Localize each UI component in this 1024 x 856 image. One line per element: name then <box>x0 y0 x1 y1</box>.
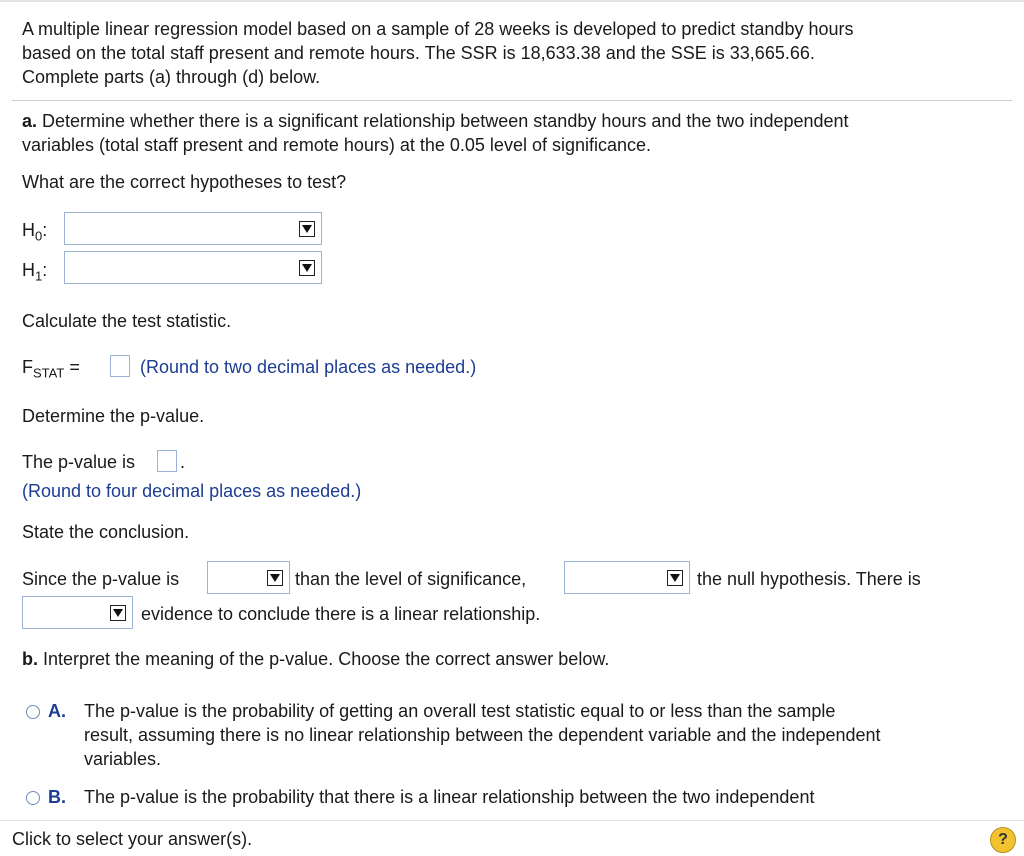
pvalue-prompt: Determine the p-value. <box>22 406 205 426</box>
chevron-down-icon <box>110 605 126 621</box>
h0-subscript: 0 <box>35 228 43 244</box>
option-a-line-1[interactable]: The p-value is the probability of getting an overall test statistic equal to or less than the sample <box>84 701 836 721</box>
since-text: Since the p-value is <box>22 569 180 589</box>
chevron-down-icon <box>299 260 315 276</box>
pvalue-text: The p-value is <box>22 452 136 472</box>
chevron-down-icon <box>299 221 315 237</box>
hypotheses-prompt: What are the correct hypotheses to test? <box>22 172 347 192</box>
part-b-label: b. <box>22 649 38 669</box>
chevron-down-icon <box>267 570 283 586</box>
footer-status: Click to select your answer(s). <box>12 829 253 849</box>
comparison-dropdown[interactable] <box>207 561 290 594</box>
pvalue-hint: (Round to four decimal places as needed.) <box>22 481 362 501</box>
evidence-text: evidence to conclude there is a linear relationship. <box>141 604 541 624</box>
part-a-label: a. <box>22 111 38 131</box>
help-button[interactable] <box>990 827 1016 853</box>
option-a-radio[interactable] <box>26 705 40 719</box>
fstat-subscript: STAT <box>33 365 65 381</box>
option-a-letter[interactable]: A. <box>48 701 66 721</box>
h1-label: $H_1$: <box>22 260 48 284</box>
h1-dropdown[interactable] <box>64 251 322 284</box>
part-a-line-2: variables (total staff present and remote hours) at the 0.05 level of significance. <box>22 135 652 155</box>
pvalue-input[interactable] <box>157 450 177 472</box>
pvalue-period: . <box>180 452 186 472</box>
option-a-line-2[interactable]: result, assuming there is no linear relationship between the dependent variable and the independent <box>84 725 881 745</box>
part-a-line-1: Determine whether there is a significant relationship between standby hours and the two independent <box>42 111 849 131</box>
option-b-line-1[interactable]: The p-value is the probability that there is a linear relationship between the two independent <box>84 787 815 807</box>
fstat-input[interactable] <box>110 355 130 377</box>
test-stat-prompt: Calculate the test statistic. <box>22 311 232 331</box>
section-divider <box>12 100 1012 101</box>
help-icon: ? <box>998 831 1008 848</box>
option-a-line-3[interactable]: variables. <box>84 749 162 769</box>
option-b-letter[interactable]: B. <box>48 787 66 807</box>
top-divider <box>0 0 1024 2</box>
conclusion-prompt: State the conclusion. <box>22 522 190 542</box>
fstat-letter: F <box>22 357 33 377</box>
h0-letter: H <box>22 220 35 240</box>
fstat-equals: = <box>69 357 80 377</box>
null-text: the null hypothesis. There is <box>697 569 921 589</box>
problem-line-1: A multiple linear regression model based on a sample of 28 weeks is developed to predict standby hours <box>22 19 854 39</box>
h0-dropdown[interactable] <box>64 212 322 245</box>
fstat-hint: (Round to two decimal places as needed.) <box>140 357 477 377</box>
problem-line-2: based on the total staff present and remote hours. The SSR is 18,633.38 and the SSE is 33,665.66. <box>22 43 815 63</box>
part-b-intro <box>22 647 609 671</box>
fstat-label <box>22 355 80 386</box>
h1-subscript: 1 <box>35 268 43 284</box>
h0-label: $H_0$: <box>22 220 48 244</box>
than-text: than the level of significance, <box>295 569 527 589</box>
part-a-intro <box>22 109 849 133</box>
h1-letter: H <box>22 260 35 280</box>
option-b-radio[interactable] <box>26 791 40 805</box>
part-b-prompt: Interpret the meaning of the p-value. Choose the correct answer below. <box>43 649 610 669</box>
chevron-down-icon <box>667 570 683 586</box>
problem-line-3: Complete parts (a) through (d) below. <box>22 67 321 87</box>
footer-bar <box>0 820 1024 856</box>
evidence-dropdown[interactable] <box>22 596 133 629</box>
decision-dropdown[interactable] <box>564 561 690 594</box>
